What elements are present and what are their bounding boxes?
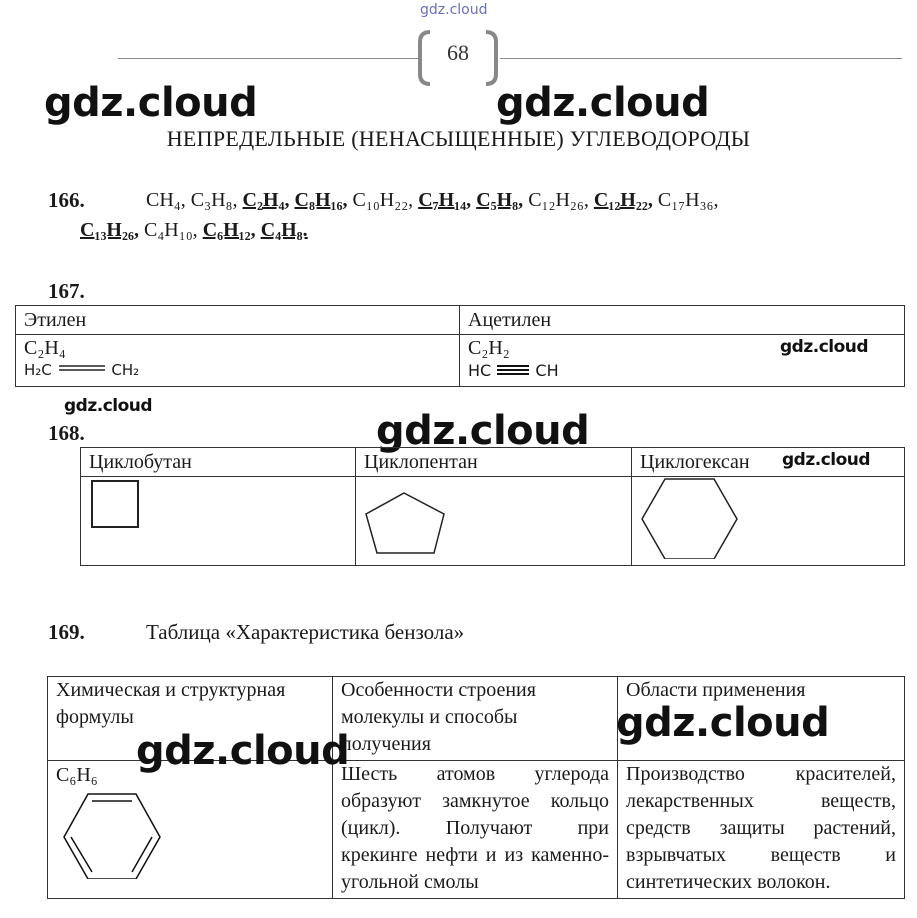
task-number-166: 166. [48, 188, 85, 212]
watermark: gdz.cloud [616, 700, 830, 746]
acetylene-formula: C₂H₂ [468, 337, 510, 359]
acetylene-left-group: HC [468, 361, 492, 380]
highlighted-formula: C₁₃H₂₆, [80, 219, 139, 241]
table-168 [80, 447, 905, 566]
cell-ethylene [16, 335, 460, 387]
formula-list-line-1 [146, 189, 719, 212]
acetylene-structure [468, 361, 896, 383]
formula: C₁₇H₃₆, [652, 189, 719, 211]
highlighted-formula: C₇H₁₄, [418, 189, 472, 211]
formula: CH₄, [146, 189, 191, 211]
header-cyclopentane: Циклопентан [356, 448, 632, 477]
section-heading: НЕПРЕДЕЛЬНЫЕ (НЕНАСЫЩЕННЫЕ) УГЛЕВОДОРОДЫ [166, 126, 751, 151]
cell-benzene-structure: Шесть атомов углерода образуют замкнутое кольцо (цикл). Получают при крекинге нефти и из каменно-угольной смолы [333, 761, 618, 899]
cell-acetylene [460, 335, 905, 387]
ethylene-structure [24, 361, 451, 383]
cell-cyclobutane [81, 477, 356, 566]
header-rule-right [500, 58, 902, 59]
highlighted-formula: C₄H₈. [260, 219, 308, 241]
highlighted-formula: C₁₂H₂₂, [593, 189, 653, 211]
cyclopentane-icon [356, 477, 476, 557]
header-structure: Особенности строения молекулы и способы получения [333, 677, 618, 761]
triple-bond-icon [496, 364, 530, 376]
watermark: gdz.cloud [780, 337, 869, 357]
watermark: gdz.cloud [44, 80, 258, 126]
header-cyclohexane-label: Циклогексан [640, 451, 750, 473]
cell-cyclohexane [632, 477, 905, 566]
page-number-box [416, 30, 500, 86]
formula-list-line-2 [80, 219, 308, 242]
top-watermark: gdz.cloud [420, 2, 488, 18]
header-formula: Химическая и структурная формулы [48, 677, 333, 761]
cell-benzene-application: Производство красителей, лекарственных веществ, средств защиты растений, взрывчатых веществ и синтетических волокон. [618, 761, 905, 899]
ethylene-formula: C₂H₄ [24, 337, 66, 359]
header-cyclobutane: Циклобутан [81, 448, 356, 477]
cyclohexane-icon [632, 477, 752, 559]
double-bond-icon [57, 363, 107, 373]
task-number-169: 169. [48, 620, 85, 644]
watermark: gdz.cloud [64, 396, 153, 416]
watermark: gdz.cloud [376, 408, 590, 454]
highlighted-formula: C₈H₁₆, [294, 189, 348, 211]
cyclobutane-icon [81, 477, 161, 557]
header-application: Области применения [618, 677, 905, 761]
table-169-title: Таблица «Характеристика бензола» [146, 620, 465, 644]
highlighted-formula: C₆H₁₂, [202, 219, 256, 241]
formula: C₃H₈, [190, 189, 243, 211]
highlighted-formula: C₂H₄, [242, 189, 290, 211]
acetylene-right-group: CH [535, 361, 559, 380]
header-cyclohexane [632, 448, 905, 477]
table-167 [15, 305, 905, 387]
formula: C₄H₁₀, [138, 219, 203, 241]
header-rule-left [118, 58, 418, 59]
ethylene-right-group: CH₂ [111, 361, 140, 379]
task-number-168: 168. [48, 421, 85, 445]
page-number: 68 [447, 40, 469, 65]
watermark: gdz.cloud [136, 728, 350, 774]
benzene-ring-icon [56, 789, 166, 879]
cell-cyclopentane [356, 477, 632, 566]
task-number-167: 167. [48, 279, 85, 303]
watermark: gdz.cloud [496, 80, 710, 126]
header-acetylene: Ацетилен [460, 306, 905, 335]
highlighted-formula: C₅H₈, [476, 189, 524, 211]
benzene-formula: C₆H₆ [56, 764, 98, 786]
ethylene-left-group: H₂C [24, 361, 52, 379]
formula: C₁₂H₂₆, [523, 189, 594, 211]
cell-benzene-formula [48, 761, 333, 899]
header-ethylene: Этилен [16, 306, 460, 335]
formula: C₁₀H₂₂, [347, 189, 419, 211]
watermark: gdz.cloud [782, 450, 871, 470]
